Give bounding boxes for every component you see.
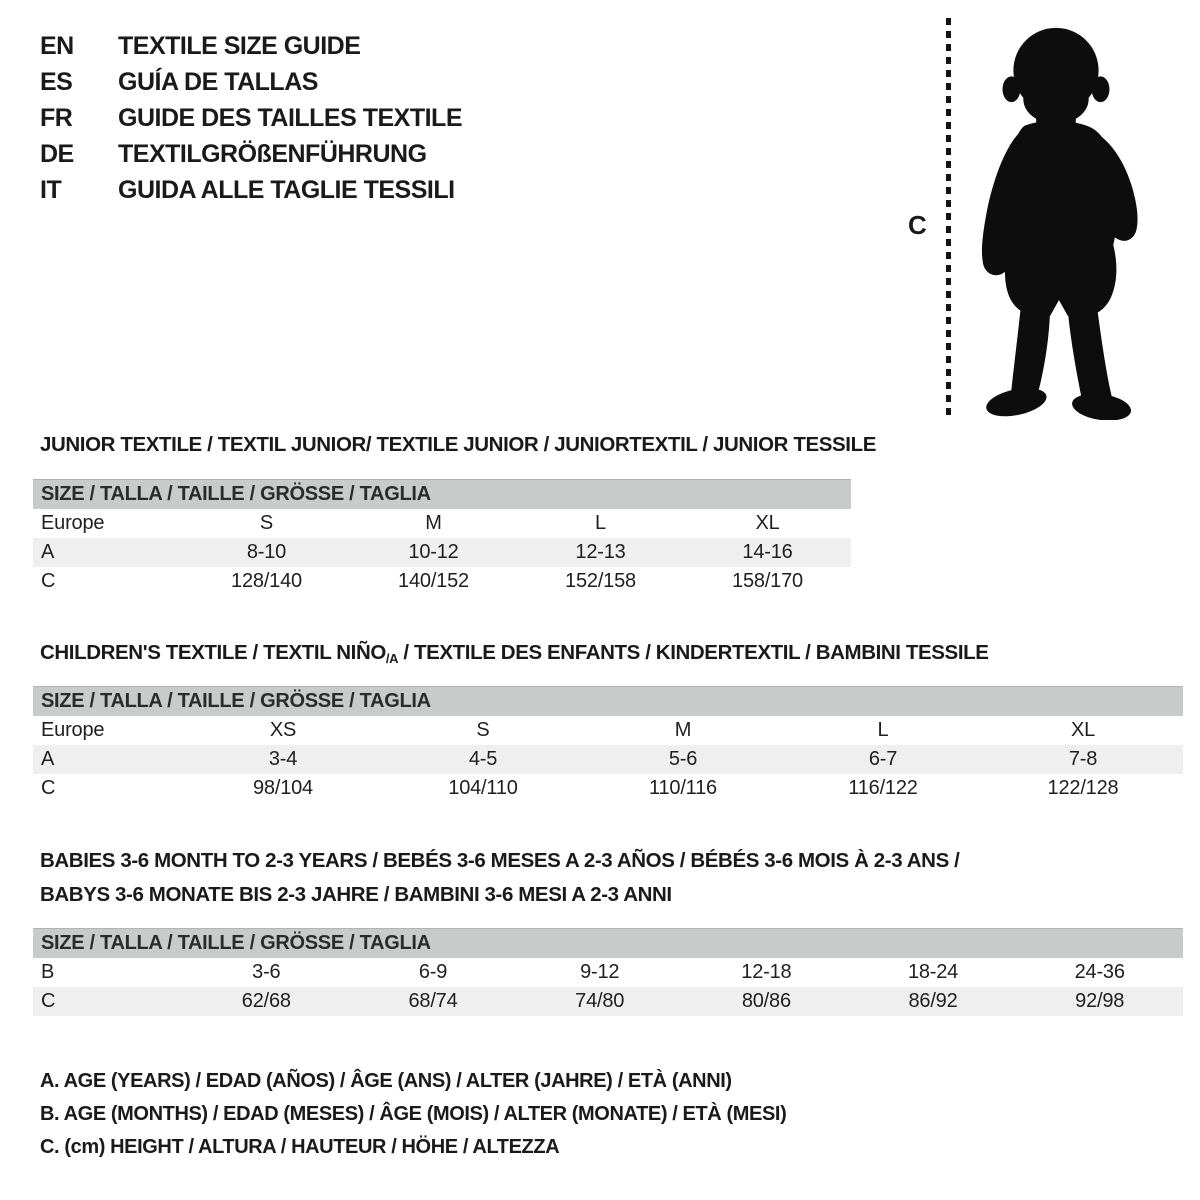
lang-row-es (40, 64, 462, 100)
lang-row-fr (40, 100, 462, 136)
lang-title: GUIDA ALLE TAGLIE TESSILI (118, 175, 455, 204)
size-cell: S (476, 719, 490, 741)
height-cell: 158/170 (732, 570, 803, 592)
lang-row-it (40, 172, 462, 208)
lang-code: EN (40, 31, 74, 60)
babies-size-table (33, 928, 1183, 1016)
babies-size-header-bar: SIZE / TALLA / TAILLE / GRÖSSE / TAGLIA (33, 928, 1183, 958)
height-cell: 86/92 (908, 990, 958, 1012)
junior-size-table (33, 479, 851, 596)
lang-code: DE (40, 139, 74, 168)
row-label: B (41, 961, 55, 983)
months-cell: 6-9 (418, 961, 448, 983)
size-cell: XS (269, 719, 297, 741)
junior-size-header-bar: SIZE / TALLA / TAILLE / GRÖSSE / TAGLIA (33, 479, 851, 509)
table-row-months (33, 958, 1183, 987)
height-cell: 92/98 (1075, 990, 1125, 1012)
size-cell: XL (755, 512, 780, 534)
size-cell: L (877, 719, 889, 741)
lang-title: TEXTILE SIZE GUIDE (118, 31, 361, 60)
lang-title: GUIDE DES TAILLES TEXTILE (118, 103, 463, 132)
table-row-europe (33, 716, 1183, 745)
height-cell: 152/158 (565, 570, 636, 592)
children-size-header-bar: SIZE / TALLA / TAILLE / GRÖSSE / TAGLIA (33, 686, 1183, 716)
table-row-height (33, 774, 1183, 803)
size-cell: M (674, 719, 692, 741)
lang-title: TEXTILGRÖßENFÜHRUNG (118, 139, 427, 168)
table-row-age (33, 745, 1183, 774)
height-measure-label: C (908, 210, 927, 240)
row-label: Europe (41, 719, 105, 741)
height-cell: 62/68 (241, 990, 291, 1012)
footnote-b: B. AGE (MONTHS) / EDAD (MESES) / ÂGE (MOIS) / ALTER (MONATE) / ETÀ (MESI) (40, 1103, 787, 1125)
row-label: A (41, 541, 55, 563)
children-title-suffix: / TEXTILE DES ENFANTS / KINDERTEXTIL / BAMBINI TESSILE (398, 641, 989, 664)
toddler-silhouette-icon (960, 14, 1150, 420)
row-label: C (41, 990, 56, 1012)
months-cell: 24-36 (1074, 961, 1125, 983)
table-row-height (33, 987, 1183, 1016)
lang-code: IT (40, 175, 62, 204)
lang-row-en (40, 28, 462, 64)
babies-section-title-line2: BABYS 3-6 MONATE BIS 2-3 JAHRE / BAMBINI 3-6 MESI A 2-3 ANNI (40, 883, 672, 906)
lang-code: FR (40, 103, 73, 132)
height-cell: 122/128 (1047, 777, 1119, 799)
row-label: A (41, 748, 55, 770)
height-cell: 140/152 (398, 570, 469, 592)
months-cell: 12-18 (741, 961, 792, 983)
lang-title: GUÍA DE TALLAS (118, 67, 318, 96)
age-cell: 8-10 (246, 541, 287, 563)
age-cell: 5-6 (668, 748, 698, 770)
months-cell: 3-6 (252, 961, 281, 983)
footnote-a: A. AGE (YEARS) / EDAD (AÑOS) / ÂGE (ANS) / ALTER (JAHRE) / ETÀ (ANNI) (40, 1070, 732, 1092)
babies-section-title-line1: BABIES 3-6 MONTH TO 2-3 YEARS / BEBÉS 3-6 MESES A 2-3 AÑOS / BÉBÉS 3-6 MOIS À 2-3 ANS / (40, 849, 960, 872)
age-cell: 6-7 (868, 748, 898, 770)
height-cell: 110/116 (649, 777, 717, 799)
height-cell: 98/104 (253, 777, 313, 799)
children-title-prefix: CHILDREN'S TEXTILE / TEXTIL NIÑO (40, 641, 386, 664)
size-cell: L (595, 512, 606, 534)
table-row-height (33, 567, 851, 596)
age-cell: 14-16 (742, 541, 793, 563)
height-cell: 74/80 (575, 990, 625, 1012)
language-header (40, 28, 462, 208)
table-row-europe (33, 509, 851, 538)
row-label: Europe (41, 512, 105, 534)
footnote-c: C. (cm) HEIGHT / ALTURA / HAUTEUR / HÖHE / ALTEZZA (40, 1136, 560, 1158)
age-cell: 12-13 (575, 541, 626, 563)
height-cell: 80/86 (741, 990, 791, 1012)
height-cell: 68/74 (408, 990, 458, 1012)
children-size-table (33, 686, 1183, 803)
table-row-age (33, 538, 851, 567)
height-measure-dashed-line (946, 18, 951, 416)
row-label: C (41, 570, 56, 592)
age-cell: 3-4 (268, 748, 298, 770)
footnotes (40, 1070, 786, 1169)
size-cell: M (425, 512, 442, 534)
age-cell: 7-8 (1068, 748, 1098, 770)
row-label: C (41, 777, 56, 799)
lang-row-de (40, 136, 462, 172)
height-cell: 128/140 (231, 570, 302, 592)
height-cell: 116/122 (848, 777, 918, 799)
age-cell: 10-12 (408, 541, 459, 563)
age-cell: 4-5 (468, 748, 498, 770)
months-cell: 18-24 (907, 961, 959, 983)
months-cell: 9-12 (580, 961, 620, 983)
lang-code: ES (40, 67, 73, 96)
children-section-title (40, 641, 989, 666)
junior-section-title: JUNIOR TEXTILE / TEXTIL JUNIOR/ TEXTILE JUNIOR / JUNIORTEXTIL / JUNIOR TESSILE (40, 433, 876, 456)
height-cell: 104/110 (448, 777, 518, 799)
size-cell: XL (1070, 719, 1096, 741)
children-title-subscript: /A (385, 651, 399, 666)
size-cell: S (259, 512, 274, 534)
